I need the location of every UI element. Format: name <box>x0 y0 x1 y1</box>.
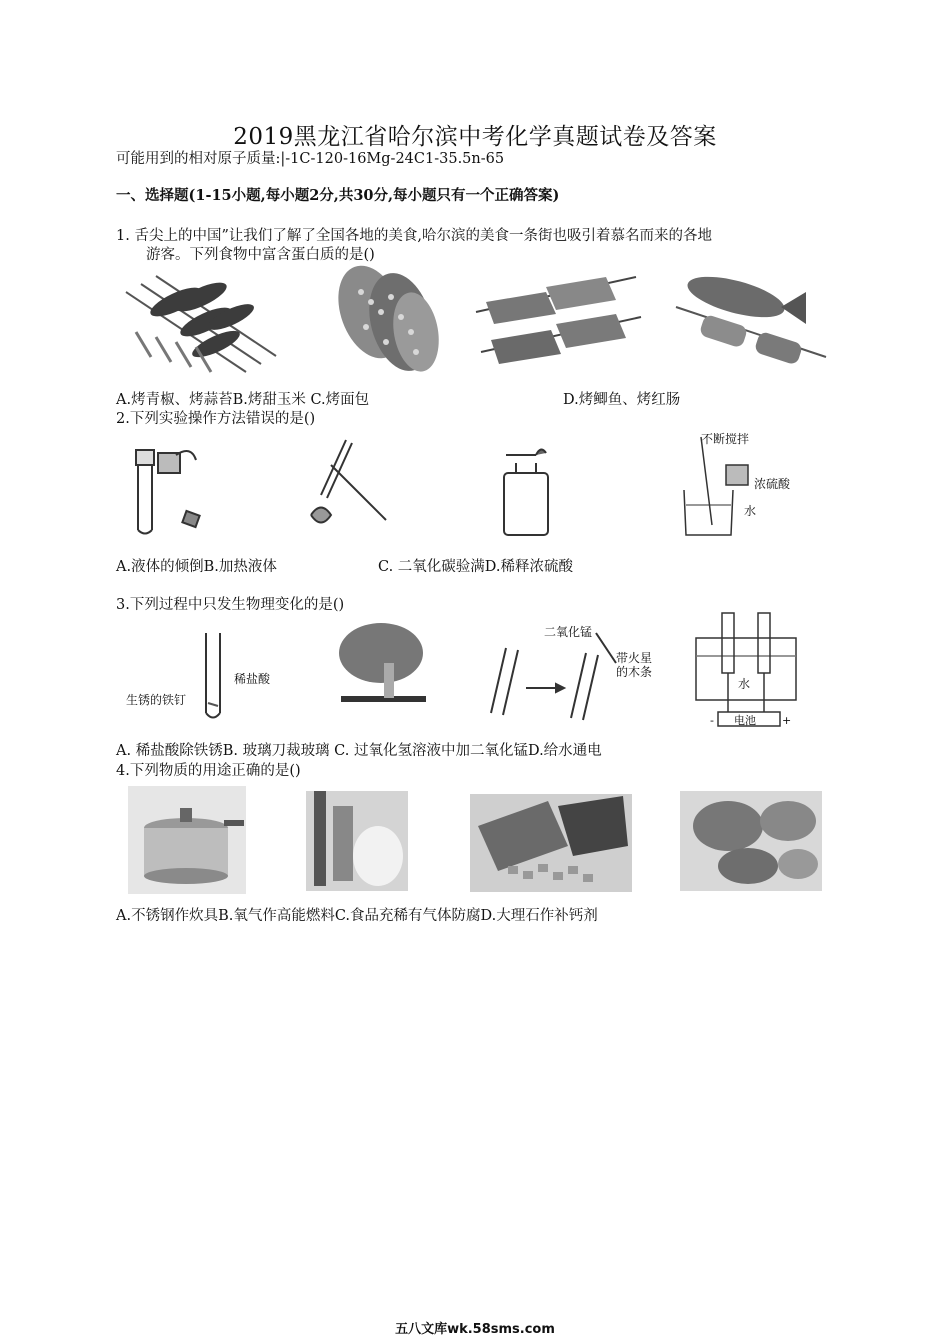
marble-image <box>680 791 822 891</box>
oxygen-fuel-image <box>306 791 408 891</box>
battery-label: 电池 <box>734 714 756 727</box>
acid-label: 浓硫酸 <box>754 477 791 491</box>
q1-food-images <box>116 262 836 380</box>
glass-cutter-image <box>339 623 426 702</box>
mno2-label: 二氧化锰 <box>544 625 593 639</box>
q2-lab-images <box>116 425 836 550</box>
grilled-corn-image <box>326 262 444 378</box>
minus-label: - <box>710 714 714 727</box>
co2-test-image <box>504 449 548 535</box>
q1-options-abc: A.烤青椒、烤蒜苔B.烤甜玉米 C.烤面包 <box>116 392 370 408</box>
page-title: 2019黑龙江省哈尔滨中考化学真题试卷及答案 <box>233 124 717 150</box>
q3-process-images <box>116 608 836 738</box>
h2o2-mno2-image <box>491 633 616 720</box>
q1-stem-line2: 游客。下列食物中富含蛋白质的是() <box>146 247 375 263</box>
q1-option-d: D.烤鲫鱼、烤红肠 <box>563 392 681 408</box>
q2-options-ab: A.液体的倾倒B.加热液体 <box>116 559 277 575</box>
rusty-nail-label: 生锈的铁钉 <box>126 693 187 707</box>
q2-stem: 2.下列实验操作方法错误的是() <box>116 411 316 427</box>
electrolysis-image <box>696 613 796 726</box>
q2-options-cd: C. 二氧化碳验满D.稀释浓硫酸 <box>378 559 574 575</box>
grilled-fish-image <box>676 269 826 366</box>
stir-label: 不断搅拌 <box>701 432 750 446</box>
footer-watermark: 五八文库wk.58sms.com <box>395 1322 555 1337</box>
rust-removal-image <box>206 633 220 718</box>
q3-stem: 3.下列过程中只发生物理变化的是() <box>116 597 345 613</box>
splint-label-2: 的木条 <box>616 665 653 679</box>
q3-options: A. 稀盐酸除铁锈B. 玻璃刀裁玻璃 C. 过氧化氢溶液中加二氧化锰D.给水通电 <box>116 743 602 759</box>
heating-liquid-image <box>311 440 386 523</box>
food-package-image <box>470 794 632 892</box>
liquid-pouring-image <box>136 450 200 534</box>
electrolysis-water-label: 水 <box>738 677 751 691</box>
water-label: 水 <box>744 504 757 518</box>
section-heading: 一、选择题(1-15小题,每小题2分,共30分,每小题只有一个正确答案) <box>116 187 560 204</box>
atomic-mass-line: 可能用到的相对原子质量:|-1C-120-16Mg-24C1-35.5n-65 <box>116 151 505 167</box>
plus-label: + <box>782 714 792 727</box>
q4-options: A.不锈钢作炊具B.氧气作高能燃料C.食品充稀有气体防腐D.大理石作补钙剂 <box>116 908 598 924</box>
q4-material-images <box>128 786 828 896</box>
q4-stem: 4.下列物质的用途正确的是() <box>116 763 301 779</box>
grilled-bread-image <box>476 277 641 364</box>
grilled-peppers-image <box>126 276 276 372</box>
pressure-cooker-image <box>128 786 246 894</box>
hcl-label: 稀盐酸 <box>234 672 271 686</box>
splint-label-1: 带火星 <box>616 651 653 665</box>
dilute-acid-image <box>684 437 748 535</box>
q1-stem-line1: 1. 舌尖上的中国”让我们了解了全国各地的美食,哈尔滨的美食一条街也吸引着慕名而来的各地 <box>116 228 712 244</box>
